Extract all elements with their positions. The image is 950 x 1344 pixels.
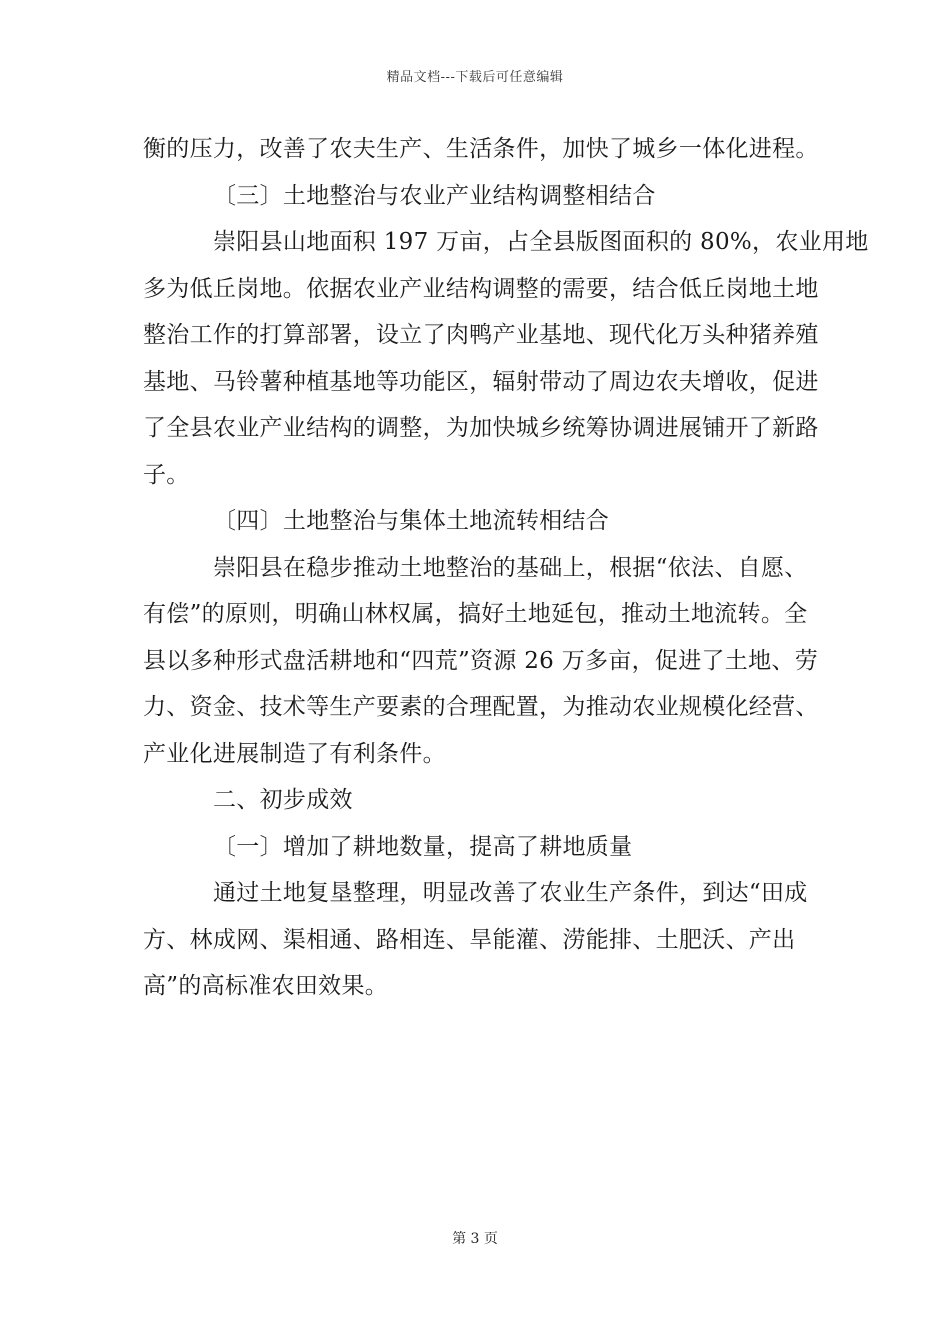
- paragraph-first-line: 崇阳县山地面积 197 万亩，占全县版图面积的 80%，农业用地: [213, 229, 869, 255]
- body-line: 高”的高标准农田效果。: [143, 973, 389, 999]
- paragraph-first-line: 崇阳县在稳步推动土地整治的基础上，根据“依法、自愿、: [213, 554, 808, 581]
- body-line: 方、林成网、渠相通、路相连、旱能灌、涝能排、土肥沃、产出: [143, 926, 796, 953]
- chapter-heading: 二、初步成效: [213, 787, 353, 813]
- page-number: 第 3 页: [452, 1231, 498, 1247]
- section-heading: 〔三〕土地整治与农业产业结构调整相结合: [213, 182, 656, 209]
- body-line: 衡的压力，改善了农夫生产、生活条件，加快了城乡一体化进程。: [143, 136, 819, 162]
- page-header: 精品文档---下载后可任意编辑: [386, 70, 564, 85]
- paragraph-first-line: 通过土地复垦整理，明显改善了农业生产条件，到达“田成: [213, 880, 808, 906]
- body-line: 县以多种形式盘活耕地和“四荒”资源 26 万多亩，促进了土地、劳: [143, 647, 819, 674]
- body-line: 子。: [143, 461, 190, 488]
- section-heading: 〔四〕土地整治与集体土地流转相结合: [213, 508, 610, 534]
- body-line: 基地、马铃薯种植基地等功能区，辐射带动了周边农夫增收，促进: [143, 368, 819, 395]
- body-line: 力、资金、技术等生产要素的合理配置，为推动农业规模化经营、: [143, 694, 819, 720]
- body-line: 有偿”的原则，明确山林权属，搞好土地延包，推动土地流转。全: [143, 601, 808, 627]
- body-line: 产业化进展制造了有利条件。: [143, 740, 446, 767]
- body-line: 多为低丘岗地。依据农业产业结构调整的需要，结合低丘岗地土地: [143, 275, 819, 302]
- section-heading: 〔一〕增加了耕地数量，提高了耕地质量: [213, 833, 633, 860]
- body-line: 整治工作的打算部署，设立了肉鸭产业基地、现代化万头种猪养殖: [143, 322, 819, 348]
- body-line: 了全县农业产业结构的调整，为加快城乡统筹协调进展铺开了新路: [143, 415, 819, 441]
- document-body: [143, 126, 869, 1010]
